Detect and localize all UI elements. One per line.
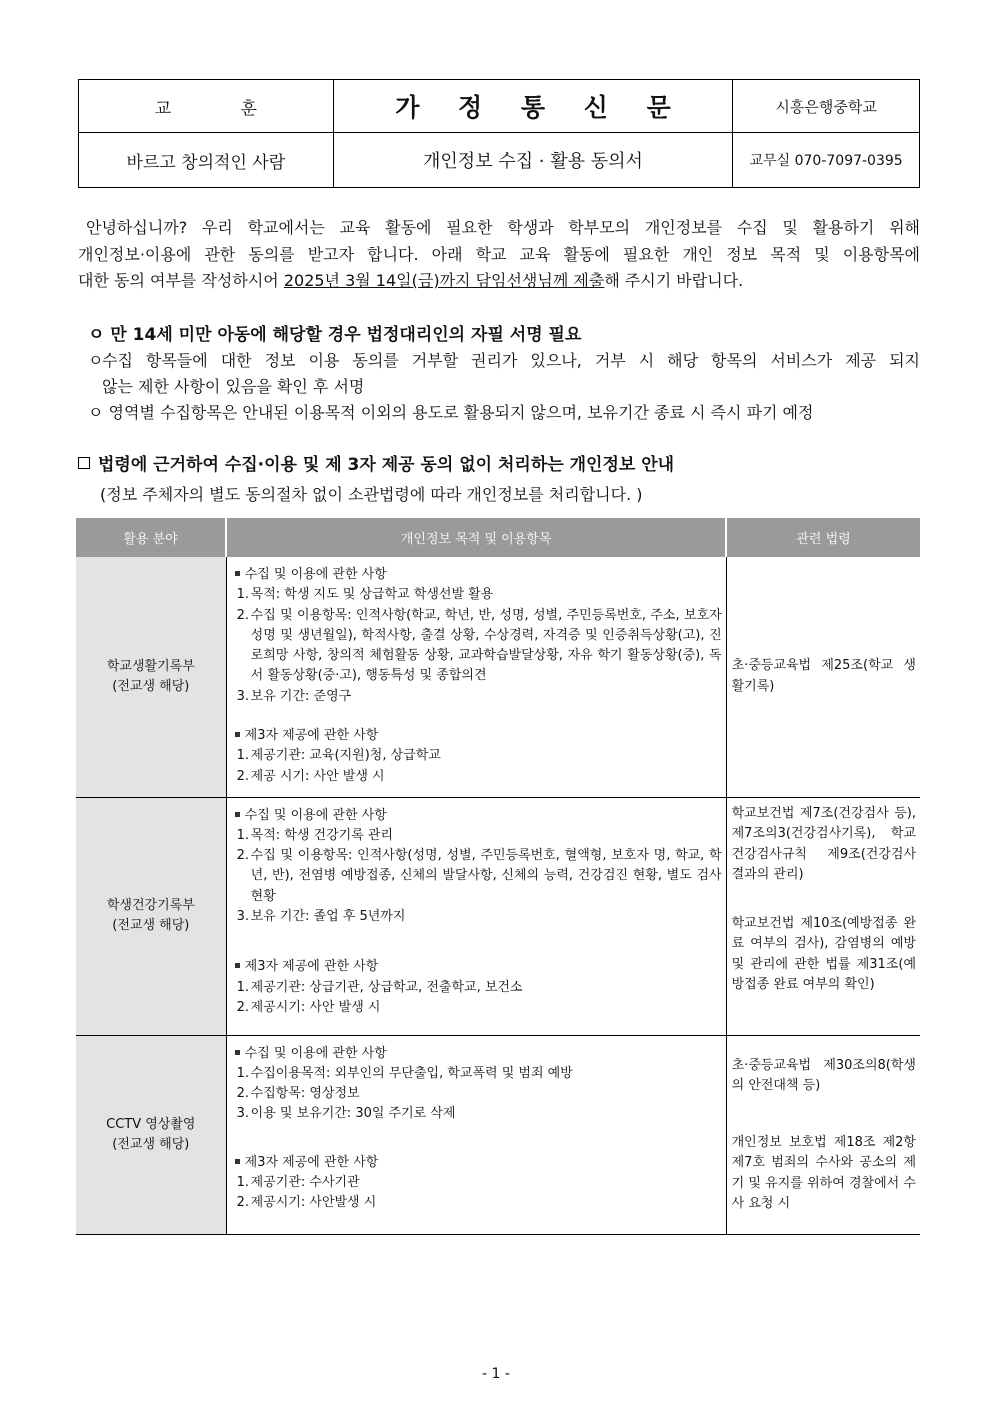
category-cell: 학생건강기록부 (전교생 해당) — [76, 797, 226, 1035]
personal-info-table — [76, 518, 920, 1235]
square-bullet-icon — [235, 1050, 240, 1055]
square-bullet-icon — [235, 963, 240, 968]
law-cell: 초·중등교육법 제25조(학교 생활기록) — [726, 557, 920, 797]
contact-phone: 교무실 070-7097-0395 — [733, 133, 920, 188]
square-bullet-icon — [235, 732, 240, 737]
purpose-cell: 수집 및 이용에 관한 사항 1. 수집이용목적: 외부인의 무단출입, 학교폭력 및 범죄 예방 2. 수집항목: 영상정보 3. 이용 및 보유기간: 30일 주기로 삭제 제3자 제공에 관한 사항 1. 제공기관: 수사기관 2. 제공시기: 사안발생 시 — [226, 1035, 726, 1234]
law-cell: 학교보건법 제7조(건강검사 등), 제7조의3(건강검사기록), 학교 건강검사규칙 제9조(건강검사 결과의 관리) 학교보건법 제10조(예방접종 완료 여부의 검사), 감염병의 예방 및 관리에 관한 법률 제31조(예방접종 완료 여부의 확인) — [726, 797, 920, 1035]
letter-header — [78, 79, 920, 188]
letter-subject: 개인정보 수집 · 활용 동의서 — [333, 133, 733, 188]
notice-list — [88, 322, 920, 426]
school-name: 시흥은행중학교 — [733, 80, 920, 133]
intro-line: 개인정보·이용에 관한 동의를 받고자 합니다. 아래 학교 교육 활동에 필요한 개인 정보 목적 및 이용항목에 — [78, 244, 920, 264]
notice-item: ㅇ 수집 항목들에 대한 정보 이용 동의를 거부할 권리가 있으나, 거부 시 해당 항목의 서비스가 제공 되지 않는 제한 사항이 있음을 확인 후 서명 — [88, 351, 920, 396]
page-number: - 1 - — [482, 1366, 510, 1382]
letter-title: 가 정 통 신 문 — [333, 80, 733, 133]
checkbox-square-icon — [78, 457, 90, 469]
section-subtitle: (정보 주체자의 별도 동의절차 없이 소관법령에 따라 개인정보를 처리합니다. ) — [100, 485, 643, 504]
law-cell: 초·중등교육법 제30조의8(학생의 안전대책 등) 개인정보 보호법 제18조 제2항 제7호 범죄의 수사와 공소의 제기 및 유지를 위하여 경찰에서 수사 요청 시 — [726, 1035, 920, 1234]
notice-item: ㅇ 영역별 수집항목은 안내된 이용목적 이외의 용도로 활용되지 않으며, 보유기간 종료 시 즉시 파기 예정 — [88, 403, 814, 422]
column-header: 개인정보 목적 및 이용항목 — [226, 518, 726, 557]
intro-line: 안녕하십니까? 우리 학교에서는 교육 활동에 필요한 학생과 학부모의 개인정보를 수집 및 활용하기 위해 — [86, 218, 920, 237]
square-bullet-icon — [235, 812, 240, 817]
table-row — [76, 797, 920, 1035]
notice-item: ㅇ 만 14세 미만 아동에 해당할 경우 법정대리인의 자필 서명 필요 — [88, 325, 582, 345]
category-cell: 학교생활기록부 (전교생 해당) — [76, 557, 226, 797]
square-bullet-icon — [235, 1159, 240, 1164]
category-cell: CCTV 영상촬영 (전교생 해당) — [76, 1035, 226, 1234]
column-header: 활용 분야 — [76, 518, 226, 557]
table-row — [76, 557, 920, 797]
purpose-cell: 수집 및 이용에 관한 사항 1. 목적: 학생 건강기록 관리 2. 수집 및 이용항목: 인적사항(성명, 성별, 주민등록번호, 혈액형, 보호자 명, 학교, 학년, 반), 전염병 예방접종, 신체의 발달사항, 신체의 능력, 건강검진 현황, 별도 검사현황 3. 보유 기간: 졸업 후 5년까지 제3자 제공에 관한 사항 1. 제공기관: 상급기관, 상급학교, 전출학교, 보건소 2. 제공시기: 사안 발생 시 — [226, 797, 726, 1035]
purpose-cell: 수집 및 이용에 관한 사항 1. 목적: 학생 지도 및 상급학교 학생선발 활용 2. 수집 및 이용항목: 인적사항(학교, 학년, 반, 성명, 성별, 주민등록번호, 주소, 보호자성명 및 생년월일), 학적사항, 출결 상황, 수상경력, 자격증 및 인증취득상황(고), 진로희망 사항, 창의적 체험활동 상황, 교과학습발달상황, 자유 학기 활동상황(중), 독서 활동상황(중·고), 행동특성 및 종합의견 3. 보유 기간: 준영구 제3자 제공에 관한 사항 1. 제공기관: 교육(지원)청, 상급학교 2. 제공 시기: 사안 발생 시 — [226, 557, 726, 797]
motto-label: 교 훈 — [79, 80, 334, 133]
column-header: 관련 법령 — [726, 518, 920, 557]
intro-line: 대한 동의 여부를 작성하시어 2025년 3월 14일(금)까지 담임선생님께 제출해 주시기 바랍니다. — [78, 271, 744, 290]
table-row — [76, 1035, 920, 1234]
square-bullet-icon — [235, 571, 240, 576]
school-motto: 바르고 창의적인 사람 — [79, 133, 334, 188]
submission-deadline: 2025년 3월 14일(금)까지 담임선생님께 제출 — [283, 271, 605, 290]
section-heading: 법령에 근거하여 수집·이용 및 제 3자 제공 동의 없이 처리하는 개인정보 안내 — [78, 450, 674, 475]
intro-paragraph — [78, 215, 920, 295]
